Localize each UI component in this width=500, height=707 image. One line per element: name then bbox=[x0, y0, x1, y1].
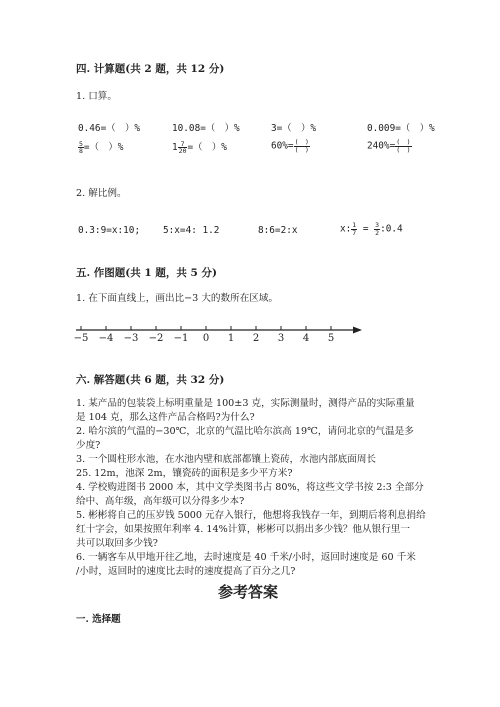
proportion-item: 0.3:9=x:10; bbox=[78, 225, 141, 236]
problem-line: 3. 一个圆柱形水池，在水池内壁和底部都镶上瓷砖，水池内部底面周长 bbox=[76, 454, 377, 465]
mixed-integer: 1 bbox=[172, 142, 178, 153]
blank-denominator: ( ) bbox=[294, 145, 309, 154]
blank-numerator: ( ) bbox=[396, 138, 411, 146]
fraction-denominator: 20 bbox=[178, 147, 187, 155]
tick-label: 5 bbox=[327, 333, 335, 344]
fraction-numerator: 1 bbox=[352, 221, 357, 229]
calc-item: 0.009=（ ）% bbox=[367, 123, 435, 134]
tick-label: −4 bbox=[98, 333, 114, 344]
fraction-numerator: 7 bbox=[180, 139, 185, 148]
blank-denominator: ( ) bbox=[396, 145, 411, 154]
calc-item-percent-fraction bbox=[271, 139, 310, 153]
tick-label: −3 bbox=[123, 333, 139, 344]
tick-label: −1 bbox=[173, 333, 189, 344]
proportion-item: 8:6=2:x bbox=[258, 225, 298, 236]
fraction-denominator: 7 bbox=[352, 228, 357, 237]
calc-item: 10.08=（ ）% bbox=[172, 123, 240, 134]
problem-line: 4. 学校购进图书 2000 本，其中文学类图书占 80%，将这些文学书按 2:3 全部分 bbox=[76, 482, 424, 493]
arrow-head-icon bbox=[353, 327, 362, 334]
problem-line: 2. 哈尔滨的气温的−30℃，北京的气温比哈尔滨高 19℃，请问北京的气温是多 bbox=[76, 426, 414, 437]
tick-label: 2 bbox=[252, 333, 260, 344]
calc-head: 240%= bbox=[367, 140, 396, 152]
tick-label: 3 bbox=[277, 333, 285, 344]
answers-first-heading: 一. 选择题 bbox=[76, 614, 121, 625]
calc-tail: :0.4 bbox=[380, 223, 403, 235]
calc-item-fraction bbox=[78, 139, 123, 155]
problem-line: 25. 12m，池深 2m，镶瓷砖的面积是多少平方米? bbox=[76, 468, 293, 479]
section-6-heading: 六. 解答题(共 6 题，共 32 分) bbox=[76, 374, 225, 386]
fraction-denominator: 8 bbox=[79, 147, 83, 155]
calc-item: 0.46=（ ）% bbox=[78, 123, 140, 134]
problem-line: 6. 一辆客车从甲地开往乙地，去时速度是 40 千米/小时，返回时速度是 60 千米 bbox=[76, 552, 416, 563]
calc-item: 3=（ ）% bbox=[271, 123, 317, 134]
answers-title: 参考答案 bbox=[218, 583, 279, 601]
section-4-heading: 四. 计算题(共 2 题，共 12 分) bbox=[76, 63, 225, 75]
fraction-denominator: 2 bbox=[375, 228, 380, 237]
tick-label: −5 bbox=[73, 333, 89, 344]
question-4-2: 2. 解比例。 bbox=[76, 188, 127, 199]
tick-label: 0 bbox=[202, 333, 210, 344]
calc-tail: =（ ）% bbox=[83, 142, 124, 153]
tick-label: 4 bbox=[302, 333, 310, 344]
calc-tail: =（ ）% bbox=[187, 142, 227, 153]
question-4-1: 1. 口算。 bbox=[76, 91, 117, 102]
calc-item-percent-fraction bbox=[367, 139, 412, 153]
section-5-heading: 五. 作图题(共 1 题，共 5 分) bbox=[76, 267, 217, 279]
tick-label: 1 bbox=[227, 333, 235, 344]
problem-line: 红十字会，如果按照年利率 4. 14%计算，彬彬可以捐出多少钱？他从银行里一 bbox=[76, 524, 410, 535]
proportion-item: 5:x=4: 1.2 bbox=[163, 225, 220, 236]
calc-head: x: bbox=[340, 223, 352, 235]
question-5-1: 1. 在下面直线上，画出比−3 大的数所在区域。 bbox=[76, 293, 279, 304]
fraction-numerator: 5 bbox=[79, 139, 83, 148]
blank-numerator: ( ) bbox=[294, 138, 309, 146]
problem-line: 共可以取回多少钱? bbox=[76, 538, 158, 549]
tick-label: −2 bbox=[148, 333, 164, 344]
calc-item-mixed-fraction bbox=[172, 139, 227, 155]
problem-line: 5. 彬彬将自己的压岁钱 5000 元存入银行，他想将我钱存一年，到期后将利息捐给 bbox=[76, 510, 426, 521]
proportion-item-fraction bbox=[340, 222, 403, 236]
fraction-numerator: 3 bbox=[375, 221, 380, 229]
problem-line: 是 104 克，那么这件产品合格吗?为什么? bbox=[76, 412, 255, 423]
problem-line: 给中、高年级，高年级可以分得多少本? bbox=[76, 496, 245, 507]
problem-line: /小时，返回时的速度比去时的速度提高了百分之几? bbox=[76, 566, 296, 577]
problem-line: 1. 某产品的包装袋上标明重量是 100±3 克，实际测量时，测得产品的实际重量 bbox=[76, 398, 415, 409]
problem-line: 少度? bbox=[76, 440, 101, 451]
equals-sign: = bbox=[357, 223, 375, 235]
calc-head: 60%= bbox=[271, 140, 294, 152]
